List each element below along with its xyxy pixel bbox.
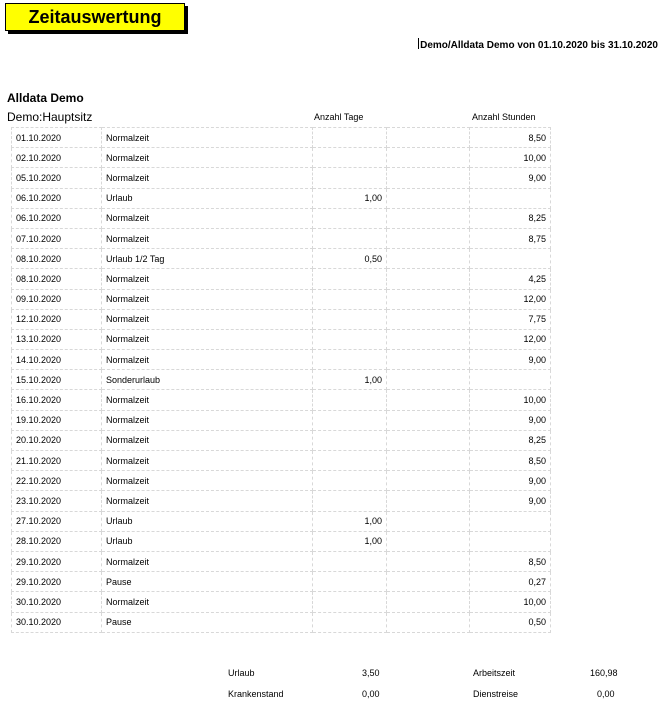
- row-type: Pause: [102, 612, 313, 632]
- row-days: [313, 491, 387, 511]
- row-type: Urlaub 1/2 Tag: [102, 249, 313, 269]
- summary-trip-value: 0,00: [597, 689, 615, 699]
- table-row: [12, 329, 551, 349]
- row-days: [313, 269, 387, 289]
- table-row: [12, 350, 551, 370]
- row-date: 09.10.2020: [12, 289, 102, 309]
- table-row: [12, 410, 551, 430]
- row-days: [313, 329, 387, 349]
- report-range: [418, 38, 658, 51]
- row-hours: 9,00: [470, 491, 551, 511]
- row-hours: 0,27: [470, 572, 551, 592]
- table-row: [12, 592, 551, 612]
- row-days: [313, 612, 387, 632]
- table-row: [12, 128, 551, 148]
- row-days: [313, 592, 387, 612]
- table-row: [12, 249, 551, 269]
- row-spacer: [387, 592, 470, 612]
- row-days: [313, 148, 387, 168]
- row-date: 22.10.2020: [12, 471, 102, 491]
- row-hours: 9,00: [470, 168, 551, 188]
- company-name: Alldata Demo: [7, 91, 84, 105]
- row-days: [313, 350, 387, 370]
- row-type: Normalzeit: [102, 451, 313, 471]
- summary-vacation-value: 3,50: [362, 668, 380, 678]
- row-type: Normalzeit: [102, 592, 313, 612]
- row-days: 0,50: [313, 249, 387, 269]
- row-hours: 4,25: [470, 269, 551, 289]
- table-row: [12, 390, 551, 410]
- row-type: Normalzeit: [102, 309, 313, 329]
- row-hours: [470, 370, 551, 390]
- row-type: Normalzeit: [102, 168, 313, 188]
- table-row: [12, 228, 551, 248]
- row-spacer: [387, 572, 470, 592]
- row-date: 02.10.2020: [12, 148, 102, 168]
- row-hours: 8,50: [470, 551, 551, 571]
- row-type: Urlaub: [102, 188, 313, 208]
- row-days: [313, 430, 387, 450]
- row-date: 12.10.2020: [12, 309, 102, 329]
- row-date: 06.10.2020: [12, 208, 102, 228]
- summary-work-label: Arbeitszeit: [473, 668, 516, 678]
- row-date: 01.10.2020: [12, 128, 102, 148]
- row-spacer: [387, 269, 470, 289]
- row-spacer: [387, 491, 470, 511]
- row-spacer: [387, 430, 470, 450]
- row-type: Normalzeit: [102, 269, 313, 289]
- row-date: 28.10.2020: [12, 531, 102, 551]
- row-days: [313, 390, 387, 410]
- report-title: Zeitauswertung: [28, 6, 162, 27]
- time-entries-table: [11, 127, 551, 633]
- table-row: [12, 451, 551, 471]
- row-date: 06.10.2020: [12, 188, 102, 208]
- row-spacer: [387, 168, 470, 188]
- row-days: [313, 289, 387, 309]
- row-type: Normalzeit: [102, 148, 313, 168]
- row-hours: 10,00: [470, 390, 551, 410]
- row-spacer: [387, 329, 470, 349]
- table-row: [12, 551, 551, 571]
- row-date: 29.10.2020: [12, 572, 102, 592]
- row-days: 1,00: [313, 531, 387, 551]
- summary-trip-label: Dienstreise: [473, 689, 519, 699]
- summary-sick-label: Krankenstand: [228, 689, 284, 699]
- row-days: [313, 309, 387, 329]
- row-type: Normalzeit: [102, 208, 313, 228]
- table-row: [12, 370, 551, 390]
- row-days: [313, 410, 387, 430]
- summary-vacation-label: Urlaub: [228, 668, 255, 678]
- row-spacer: [387, 249, 470, 269]
- row-days: [313, 551, 387, 571]
- table-row: [12, 430, 551, 450]
- row-spacer: [387, 451, 470, 471]
- row-type: Normalzeit: [102, 551, 313, 571]
- row-days: [313, 451, 387, 471]
- row-hours: 8,50: [470, 451, 551, 471]
- row-hours: [470, 249, 551, 269]
- row-hours: 10,00: [470, 148, 551, 168]
- table-row: [12, 612, 551, 632]
- table-row: [12, 208, 551, 228]
- row-days: [313, 168, 387, 188]
- time-entries-body: [12, 128, 551, 633]
- column-header-hours: Anzahl Stunden: [472, 112, 536, 122]
- row-spacer: [387, 350, 470, 370]
- row-date: 21.10.2020: [12, 451, 102, 471]
- report-range-text: Demo/Alldata Demo von 01.10.2020 bis 31.10.2020: [420, 40, 658, 51]
- row-date: 29.10.2020: [12, 551, 102, 571]
- row-hours: 8,75: [470, 228, 551, 248]
- row-spacer: [387, 208, 470, 228]
- row-hours: 7,75: [470, 309, 551, 329]
- table-row: [12, 148, 551, 168]
- row-hours: 8,25: [470, 430, 551, 450]
- row-hours: 8,25: [470, 208, 551, 228]
- row-hours: 9,00: [470, 350, 551, 370]
- row-date: 27.10.2020: [12, 511, 102, 531]
- row-date: 30.10.2020: [12, 592, 102, 612]
- row-date: 08.10.2020: [12, 269, 102, 289]
- row-spacer: [387, 471, 470, 491]
- table-row: [12, 511, 551, 531]
- table-row: [12, 491, 551, 511]
- row-hours: [470, 511, 551, 531]
- row-type: Normalzeit: [102, 128, 313, 148]
- text-cursor: [418, 38, 419, 49]
- row-type: Normalzeit: [102, 329, 313, 349]
- column-header-days: Anzahl Tage: [314, 112, 364, 122]
- row-days: 1,00: [313, 511, 387, 531]
- row-date: 07.10.2020: [12, 228, 102, 248]
- row-type: Normalzeit: [102, 430, 313, 450]
- row-type: Normalzeit: [102, 390, 313, 410]
- table-row: [12, 572, 551, 592]
- location-name: Demo:Hauptsitz: [7, 110, 93, 124]
- row-date: 13.10.2020: [12, 329, 102, 349]
- row-days: [313, 471, 387, 491]
- table-row: [12, 188, 551, 208]
- row-date: 23.10.2020: [12, 491, 102, 511]
- row-type: Normalzeit: [102, 410, 313, 430]
- row-date: 30.10.2020: [12, 612, 102, 632]
- row-spacer: [387, 148, 470, 168]
- row-hours: 12,00: [470, 329, 551, 349]
- summary-work-value: 160,98: [590, 668, 618, 678]
- row-days: [313, 228, 387, 248]
- row-days: 1,00: [313, 370, 387, 390]
- row-type: Normalzeit: [102, 491, 313, 511]
- row-date: 05.10.2020: [12, 168, 102, 188]
- row-hours: 12,00: [470, 289, 551, 309]
- row-type: Normalzeit: [102, 471, 313, 491]
- row-days: 1,00: [313, 188, 387, 208]
- row-spacer: [387, 390, 470, 410]
- row-date: 20.10.2020: [12, 430, 102, 450]
- row-days: [313, 128, 387, 148]
- table-row: [12, 531, 551, 551]
- table-row: [12, 269, 551, 289]
- table-row: [12, 168, 551, 188]
- row-type: Pause: [102, 572, 313, 592]
- table-row: [12, 309, 551, 329]
- row-type: Normalzeit: [102, 289, 313, 309]
- row-date: 19.10.2020: [12, 410, 102, 430]
- row-hours: [470, 531, 551, 551]
- row-spacer: [387, 309, 470, 329]
- row-type: Sonderurlaub: [102, 370, 313, 390]
- table-row: [12, 289, 551, 309]
- summary-sick-value: 0,00: [362, 689, 380, 699]
- table-row: [12, 471, 551, 491]
- row-days: [313, 208, 387, 228]
- row-hours: 0,50: [470, 612, 551, 632]
- row-hours: 10,00: [470, 592, 551, 612]
- row-date: 16.10.2020: [12, 390, 102, 410]
- row-spacer: [387, 370, 470, 390]
- row-date: 08.10.2020: [12, 249, 102, 269]
- row-spacer: [387, 551, 470, 571]
- row-spacer: [387, 612, 470, 632]
- row-hours: 9,00: [470, 471, 551, 491]
- row-spacer: [387, 128, 470, 148]
- row-hours: [470, 188, 551, 208]
- row-spacer: [387, 188, 470, 208]
- report-title-box: [5, 3, 185, 31]
- row-spacer: [387, 511, 470, 531]
- row-spacer: [387, 228, 470, 248]
- row-type: Normalzeit: [102, 228, 313, 248]
- row-date: 15.10.2020: [12, 370, 102, 390]
- row-spacer: [387, 410, 470, 430]
- row-hours: 9,00: [470, 410, 551, 430]
- row-date: 14.10.2020: [12, 350, 102, 370]
- row-spacer: [387, 289, 470, 309]
- row-days: [313, 572, 387, 592]
- row-type: Normalzeit: [102, 350, 313, 370]
- row-spacer: [387, 531, 470, 551]
- row-type: Urlaub: [102, 531, 313, 551]
- row-hours: 8,50: [470, 128, 551, 148]
- row-type: Urlaub: [102, 511, 313, 531]
